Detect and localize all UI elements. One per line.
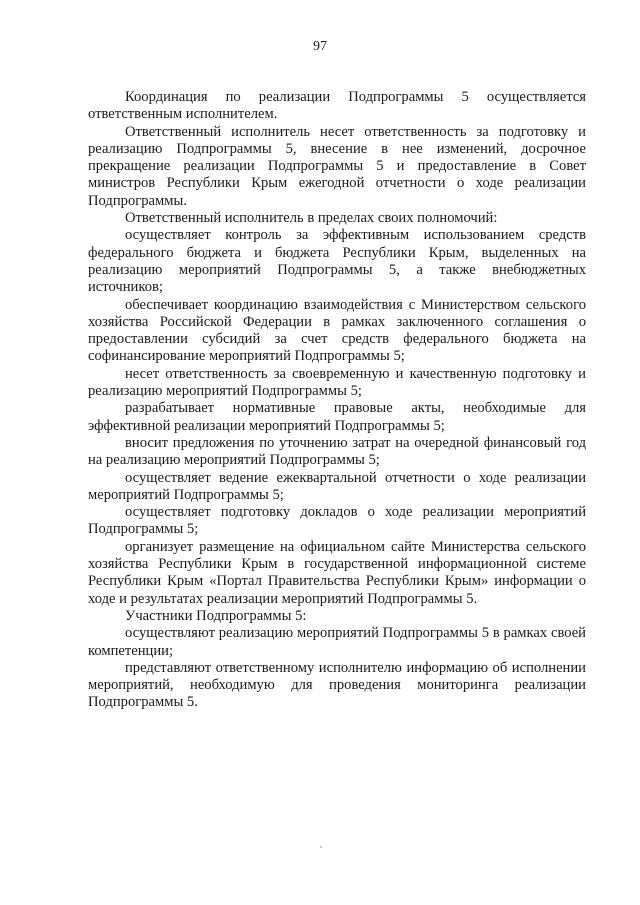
page-number: 97 [313, 39, 327, 54]
list-item: осуществляет контроль за эффективным использованием средств федерального бюджета и бюджета Республики Крым, выделенных на реализацию мероприятий Подпрограммы 5, а также внебюджетных источников; [88, 227, 586, 296]
scan-speck [320, 846, 322, 848]
paragraph-powers-intro: Ответственный исполнитель в пределах своих полномочий: [125, 210, 498, 227]
list-item: представляют ответственному исполнителю информацию об исполнении мероприятий, необходимую для проведения мониторинга реализации Подпрограммы 5. [88, 659, 586, 711]
paragraph-coordination: Координация по реализации Подпрограммы 5 осуществляется ответственным исполнителем. [88, 89, 586, 123]
list-item: осуществляет ведение ежеквартальной отчетности о ходе реализации мероприятий Подпрограммы 5; [88, 469, 586, 503]
list-item: вносит предложения по уточнению затрат на очередной финансовый год на реализацию мероприятий Подпрограммы 5; [88, 434, 586, 469]
document-body [88, 89, 586, 712]
list-item: обеспечивает координацию взаимодействия с Министерством сельского хозяйства Российской Федерации в рамках заключенного соглашения о предоставлении субсидий за счет средств федерального бюджета на софинансирование мероприятий Подпрограммы 5; [88, 296, 586, 365]
list-item: организует размещение на официальном сайте Министерства сельского хозяйства Республики Крым в государственной информационной системе Республики Крым «Портал Правительства Республики Крым» информации о ходе и результатах реализации мероприятий Подпрограммы 5. [88, 538, 586, 607]
list-item: осуществляет подготовку докладов о ходе реализации мероприятий Подпрограммы 5; [88, 504, 586, 538]
paragraph-participants-intro: Участники Подпрограммы 5: [125, 607, 307, 624]
paragraph-responsibility: Ответственный исполнитель несет ответственность за подготовку и реализацию Подпрограммы 5, внесение в нее изменений, досрочное прекращение реализации Подпрограммы 5 и предоставление в Совет министров Республики Крым ежегодной отчетности о ходе реализации Подпрограммы. [88, 123, 586, 209]
list-item: осуществляют реализацию мероприятий Подпрограммы 5 в рамках своей компетенции; [88, 625, 586, 659]
list-item: разрабатывает нормативные правовые акты, необходимые для эффективной реализации мероприятий Подпрограммы 5; [88, 400, 586, 434]
list-item: несет ответственность за своевременную и качественную подготовку и реализацию мероприятий Подпрограммы 5; [88, 365, 586, 400]
